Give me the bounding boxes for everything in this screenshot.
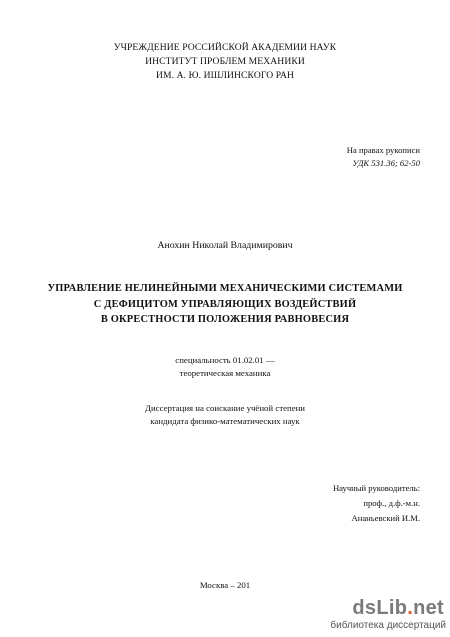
specialty-name: теоретическая механика bbox=[179, 368, 271, 378]
dslib-watermark[interactable] bbox=[296, 598, 446, 634]
institution-line-1: УЧРЕЖДЕНИЕ РОССИЙСКОЙ АКАДЕМИИ НАУК bbox=[113, 42, 337, 53]
institution-line-3: ИМ. А. Ю. ИШЛИНСКОГО РАН bbox=[155, 70, 295, 81]
title-line-3: В ОКРЕСТНОСТИ ПОЛОЖЕНИЯ РАВНОВЕСИЯ bbox=[100, 314, 350, 325]
dissertation-line-2: кандидата физико-математических наук bbox=[150, 416, 300, 426]
supervisor-name: Ананьевский И.М. bbox=[351, 513, 420, 523]
dissertation-block bbox=[0, 402, 450, 428]
rights-notice: На правах рукописи bbox=[346, 145, 420, 155]
specialty-block bbox=[0, 354, 450, 380]
supervisor-degree: проф., д.ф.-м.н. bbox=[363, 498, 420, 508]
rights-block bbox=[280, 144, 420, 170]
author-name: Анохин Николай Владимирович bbox=[157, 240, 293, 251]
logo-dot: . bbox=[407, 597, 414, 619]
supervisor-block bbox=[260, 481, 420, 526]
institution-header bbox=[0, 41, 450, 83]
specialty-code: специальность 01.02.01 — bbox=[175, 355, 275, 365]
thesis-title bbox=[0, 281, 450, 328]
title-line-1: УПРАВЛЕНИЕ НЕЛИНЕЙНЫМИ МЕХАНИЧЕСКИМИ СИСТЕМАМИ bbox=[47, 283, 403, 294]
watermark-tagline: библиотека диссертаций bbox=[330, 620, 446, 631]
institution-line-2: ИНСТИТУТ ПРОБЛЕМ МЕХАНИКИ bbox=[145, 56, 305, 67]
udk-code: УДК 531.36; 62-50 bbox=[352, 158, 420, 168]
dslib-logo bbox=[296, 598, 444, 618]
logo-text-left: dsLib bbox=[352, 597, 408, 619]
logo-text-right: net bbox=[413, 597, 444, 619]
supervisor-label: Научный руководитель: bbox=[332, 483, 420, 493]
dissertation-line-1: Диссертация на соискание учёной степени bbox=[144, 403, 306, 413]
city-year: Москва – 201 bbox=[199, 580, 251, 590]
title-line-2: С ДЕФИЦИТОМ УПРАВЛЯЮЩИХ ВОЗДЕЙСТВИЙ bbox=[93, 298, 357, 310]
